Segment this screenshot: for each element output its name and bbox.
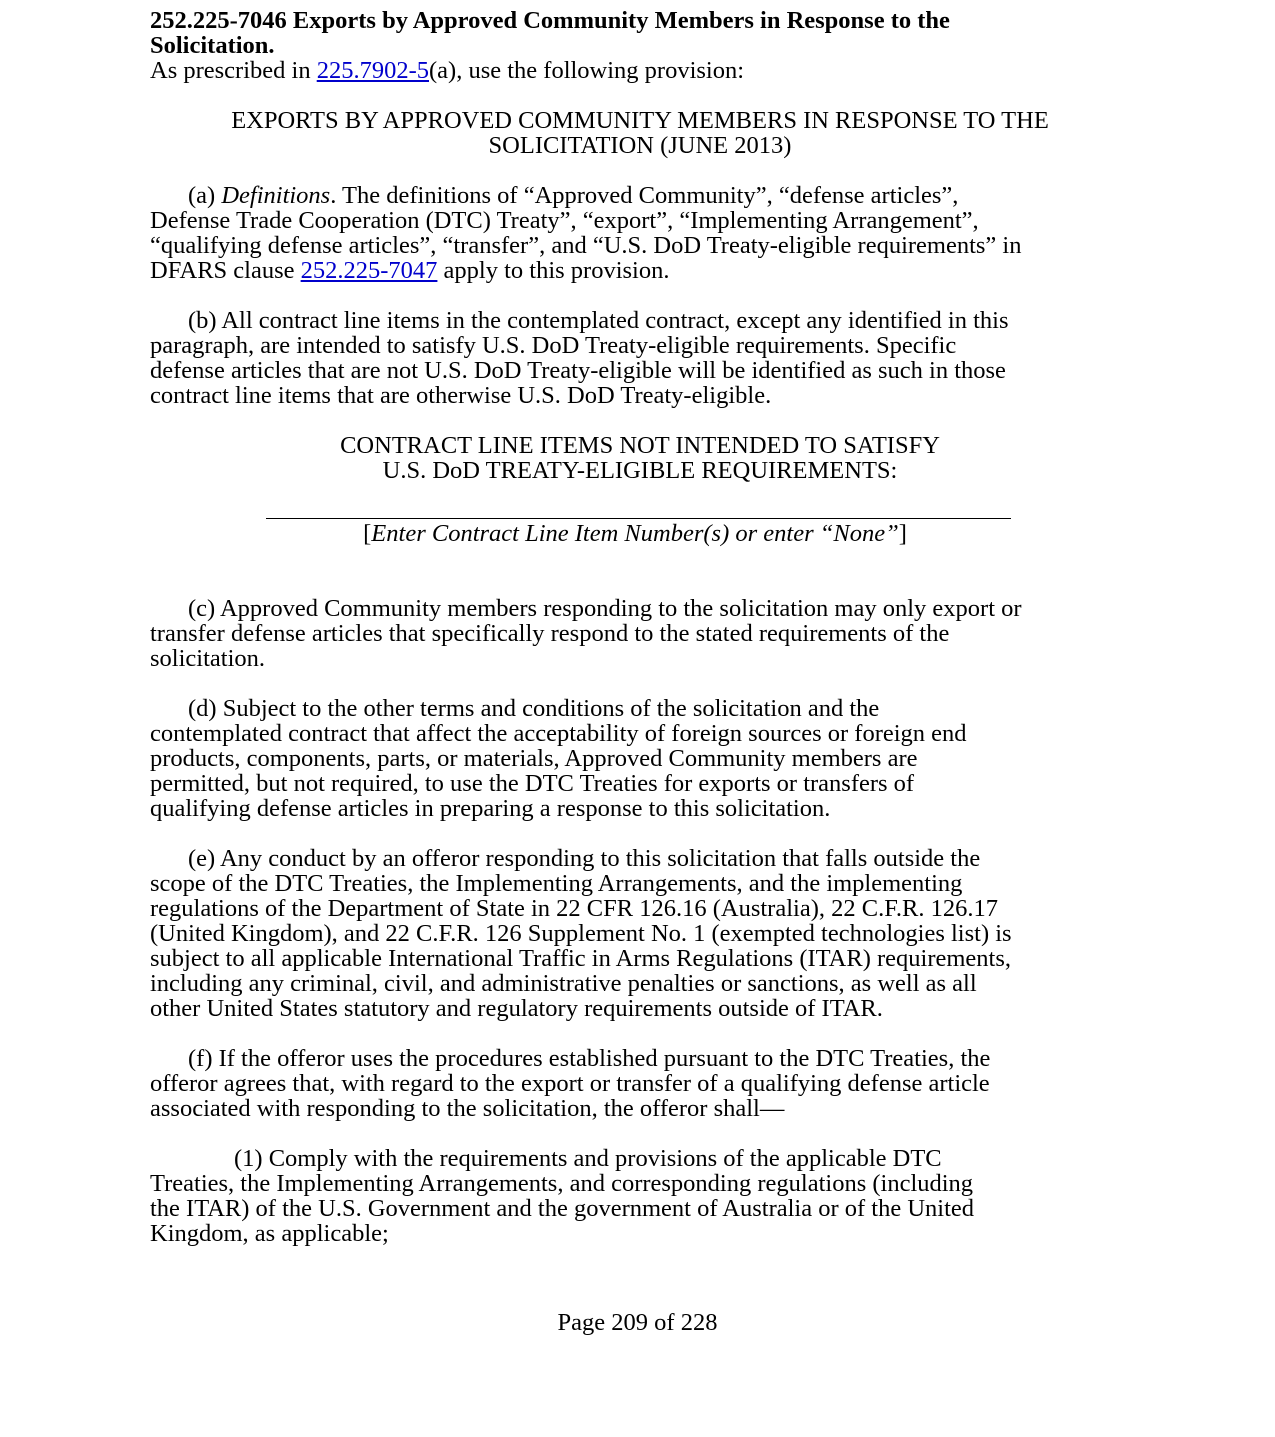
paragraph-e-line: subject to all applicable International Traffic in Arms Regulations (ITAR) requirements,: [150, 945, 1012, 972]
paragraph-b: [150, 308, 1130, 408]
paragraph-a-line: [150, 183, 1130, 208]
bracket: ]: [898, 520, 907, 547]
intro-paragraph: [150, 58, 1130, 83]
paragraph-f-1-line: Treaties, the Implementing Arrangements, and corresponding regulations (including: [150, 1170, 974, 1197]
paragraph-f-1: [150, 1146, 1130, 1246]
paragraph-text: apply to this provision.: [437, 257, 670, 284]
clin-entry-field[interactable]: [266, 498, 1011, 519]
paragraph-b-line: contract line items that are otherwise U.S. DoD Treaty-eligible.: [150, 382, 772, 409]
paragraph-f-1-line: (1) Comply with the requirements and provisions of the applicable DTC: [234, 1145, 942, 1172]
paragraph-c-line: solicitation.: [150, 645, 265, 672]
paragraph-b-line: defense articles that are not U.S. DoD Treaty-eligible will be identified as such in those: [150, 357, 1006, 384]
paragraph-d-line: (d) Subject to the other terms and conditions of the solicitation and the: [188, 695, 880, 722]
paragraph-d-line: permitted, but not required, to use the DTC Treaties for exports or transfers of: [150, 770, 915, 797]
section-heading-line: Solicitation.: [150, 32, 275, 59]
definitions-term: Definitions: [221, 182, 331, 209]
link-252-225-7047[interactable]: 252.225-7047: [300, 257, 438, 284]
paragraph-a-line: Defense Trade Cooperation (DTC) Treaty”, “export”, “Implementing Arrangement”,: [150, 207, 979, 234]
intro-text: As prescribed in: [150, 57, 317, 84]
paragraph-d-line: products, components, parts, or materials, Approved Community members are: [150, 745, 918, 772]
paragraph-c-line: (c) Approved Community members responding to the solicitation may only export or: [188, 595, 1022, 622]
paragraph-d: [150, 696, 1130, 821]
paragraph-e-line: including any criminal, civil, and administrative penalties or sanctions, as well as all: [150, 970, 977, 997]
clin-heading: [150, 433, 1130, 483]
page-number: Page 209 of 228: [557, 1309, 718, 1336]
paragraph-text: . The definitions of “Approved Community”, “defense articles”,: [330, 182, 959, 209]
clin-entry-instruction: [150, 521, 1130, 546]
paragraph-e-line: other United States statutory and regulatory requirements outside of ITAR.: [150, 995, 883, 1022]
paragraph-c-line: transfer defense articles that specifically respond to the stated requirements of the: [150, 620, 950, 647]
link-225-7902-5[interactable]: 225.7902-5: [316, 57, 429, 84]
paragraph-a: [150, 183, 1130, 283]
section-heading: [150, 8, 1130, 58]
paragraph-d-line: qualifying defense articles in preparing a response to this solicitation.: [150, 795, 831, 822]
provision-title-line: SOLICITATION (JUNE 2013): [488, 132, 792, 159]
clin-instruction-text: Enter Contract Line Item Number(s) or enter “None”: [371, 520, 899, 547]
paragraph-f-line: associated with responding to the solicitation, the offeror shall—: [150, 1095, 785, 1122]
paragraph-b-line: (b) All contract line items in the contemplated contract, except any identified in this: [188, 307, 1009, 334]
paragraph-f-1-line: the ITAR) of the U.S. Government and the government of Australia or of the United: [150, 1195, 975, 1222]
clin-heading-line: U.S. DoD TREATY-ELIGIBLE REQUIREMENTS:: [382, 457, 898, 484]
paragraph-e-line: regulations of the Department of State in 22 CFR 126.16 (Australia), 22 C.F.R. 126.17: [150, 895, 998, 922]
paragraph-e: [150, 846, 1130, 1021]
bracket: [: [363, 520, 372, 547]
paragraph-a-line: [150, 258, 1130, 283]
paragraph-f-line: offeror agrees that, with regard to the export or transfer of a qualifying defense article: [150, 1070, 990, 1097]
paragraph-d-line: contemplated contract that affect the acceptability of foreign sources or foreign end: [150, 720, 967, 747]
provision-title: [150, 108, 1130, 158]
paragraph-e-line: (e) Any conduct by an offeror responding to this solicitation that falls outside the: [188, 845, 981, 872]
paragraph-e-line: scope of the DTC Treaties, the Implementing Arrangements, and the implementing: [150, 870, 963, 897]
paragraph-f-1-line: Kingdom, as applicable;: [150, 1220, 389, 1247]
paragraph-a-line: “qualifying defense articles”, “transfer”, and “U.S. DoD Treaty-eligible requirements” in: [150, 232, 1022, 259]
paragraph-b-line: paragraph, are intended to satisfy U.S. DoD Treaty-eligible requirements. Specific: [150, 332, 957, 359]
paragraph-e-line: (United Kingdom), and 22 C.F.R. 126 Supplement No. 1 (exempted technologies list) is: [150, 920, 1012, 947]
section-heading-line: 252.225-7046 Exports by Approved Community Members in Response to the: [150, 7, 950, 34]
document-page: [150, 8, 1130, 1246]
paragraph-c: [150, 596, 1130, 671]
paragraph-f: [150, 1046, 1130, 1121]
clin-heading-line: CONTRACT LINE ITEMS NOT INTENDED TO SATISFY: [340, 432, 940, 459]
paragraph-text: DFARS clause: [150, 257, 301, 284]
intro-text: (a), use the following provision:: [429, 57, 745, 84]
provision-title-line: EXPORTS BY APPROVED COMMUNITY MEMBERS IN RESPONSE TO THE: [231, 107, 1049, 134]
paragraph-label: (a): [188, 182, 222, 209]
paragraph-f-line: (f) If the offeror uses the procedures established pursuant to the DTC Treaties, the: [188, 1045, 991, 1072]
